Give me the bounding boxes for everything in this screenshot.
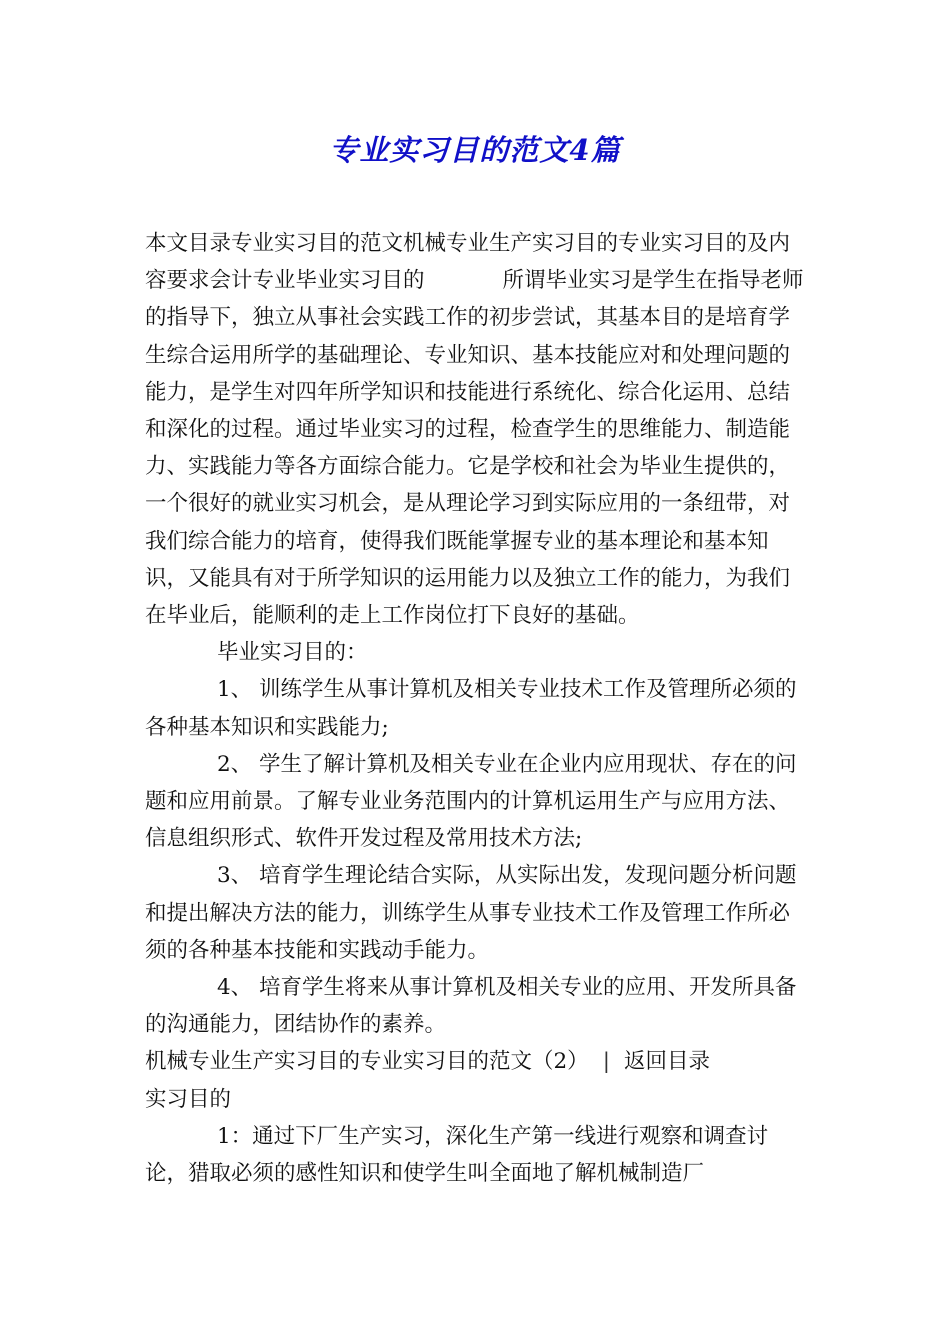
- back-to-toc-link[interactable]: 返回目录: [623, 1049, 710, 1075]
- purpose-item-1: 1、 训练学生从事计算机及相关专业技术工作及管理所必须的各种基本知识和实践能力;: [145, 677, 797, 740]
- page-title: 专业实习目的范文4篇: [329, 133, 621, 167]
- purpose-item-4: 4、 培育学生将来从事计算机及相关专业的应用、开发所具备的沟通能力，团结协作的素养。: [145, 975, 797, 1038]
- purpose-heading: 毕业实习目的：: [217, 640, 368, 666]
- intro-paragraph: [145, 225, 805, 634]
- section2-subheading: 实习目的: [145, 1086, 232, 1112]
- section2-paragraph-1: 1：通过下厂生产实习，深化生产第一线进行观察和调查讨论，猎取必须的感性知识和使学生叫全面地了解机械制造厂: [145, 1123, 769, 1187]
- heading-separator: |: [602, 1049, 610, 1075]
- section2-heading: 机械专业生产实习目的专业实习目的范文（2）: [145, 1049, 589, 1075]
- document-body: [145, 225, 805, 1192]
- purpose-item-3: 3、 培育学生理论结合实际，从实际出发，发现问题分析问题和提出解决方法的能力，训练学生从事专业技术工作及管理工作所必须的各种基本技能和实践动手能力。: [145, 863, 797, 963]
- purpose-item-2: 2、 学生了解计算机及相关专业在企业内应用现状、存在的问题和应用前景。了解专业业务范围内的计算机运用生产与应用方法、信息组织形式、软件开发过程及常用技术方法;: [145, 751, 797, 852]
- section2-heading-line: [145, 1043, 805, 1080]
- intro-toc-text: 本文目录专业实习目的范文机械专业生产实习目的专业实习目的及内容要求会计专业毕业实习目的: [145, 231, 791, 294]
- intro-body-text: 所谓毕业实习是学生在指导老师的指导下，独立从事社会实践工作的初步尝试，其基本目的是培育学生综合运用所学的基础理论、专业知识、基本技能应对和处理问题的能力，是学生对四年所学知识和技能进行系统化、综合化运用、总结和深化的过程。通过毕业实习的过程，检查学生的思维能力、制造能力、实践能力等各方面综合能力。它是学校和社会为毕业生提供的，一个很好的就业实习机会，是从理论学习到实际应用的一条纽带，对我们综合能力的培育，使得我们既能掌握专业的基本理论和基本知识，又能具有对于所学知识的运用能力以及独立工作的能力，为我们在毕业后，能顺利的走上工作岗位打下良好的基础。: [145, 268, 804, 629]
